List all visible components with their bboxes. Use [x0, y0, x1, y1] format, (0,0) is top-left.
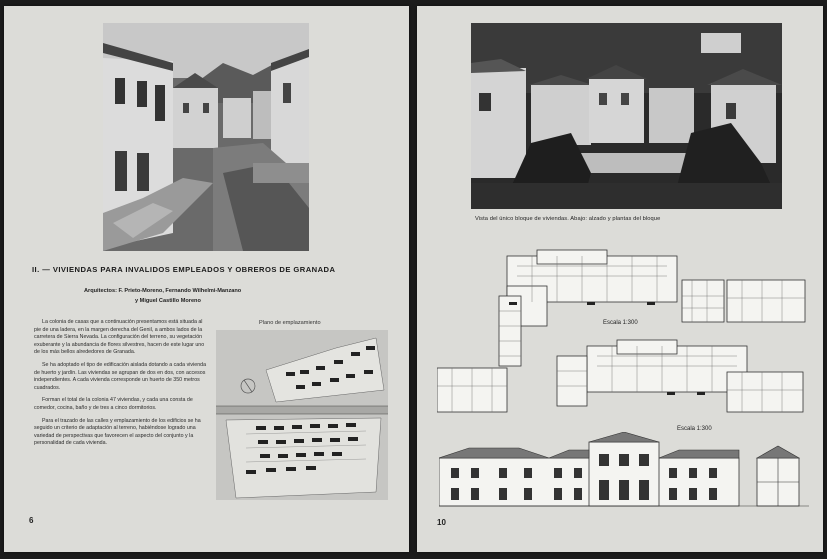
article-heading: II. — VIVIENDAS PARA INVALIDOS EMPLEADOS Y OBREROS DE GRANADA — [32, 265, 336, 274]
paragraph: Forman el total de la colonia 47 viviendas, y cada una consta de comedor, cocina, baño y de tres a cinco dormitorios. — [34, 397, 193, 411]
floor-plans — [437, 246, 807, 421]
architects-line-2: y Miguel Castillo Moreno — [135, 297, 201, 304]
paragraph: La colonia de casas que a continuación presentamos está situada al pie de una ladera, en la margen derecha del Genil, a ambos lados de la carretera de Sierra Nevada. La configuración del terreno, su vegetación exuberante y la abundancia de flores silvestres, hacen de este lugar uno de los más bellos alrededores de Granada. — [34, 319, 205, 356]
architects-line-1: Arquitectos: F. Prieto-Moreno, Fernando Wilhelmi-Manzano — [84, 288, 242, 294]
paragraph: Se ha adoptado el tipo de edificación aislada dotando a cada vivienda de huerto y jardín. Las viviendas se agrupan de dos en dos, con accesos independientes. A cada vivienda corresponde un huerto de 350 metros cuadrados. — [34, 361, 207, 391]
architects-credit — [84, 287, 384, 306]
left-page — [4, 6, 409, 552]
page-number: 10 — [437, 518, 446, 527]
building-photo — [471, 23, 782, 209]
site-plan — [216, 330, 388, 500]
elevation-drawing — [439, 432, 809, 512]
street-photo — [103, 23, 309, 251]
plan-caption: Plano de emplazamiento — [259, 320, 321, 326]
paragraph: Para el trazado de las calles y emplazamiento de los edificios se ha seguido un criterio de adaptación al terreno, habiéndose logrado una variedad de perspectivas que favorecen el aspecto del conjunto y la personalidad de cada vivienda. — [34, 417, 201, 447]
scale-label-elevation: Escala 1:300 — [677, 426, 712, 432]
page-number: 6 — [29, 516, 34, 525]
article-body — [34, 319, 210, 453]
right-page — [417, 6, 823, 552]
scale-label-plans: Escala 1:300 — [603, 320, 638, 326]
photo-caption: Vista del único bloque de viviendas. Abajo: alzado y plantas del bloque — [475, 216, 661, 222]
